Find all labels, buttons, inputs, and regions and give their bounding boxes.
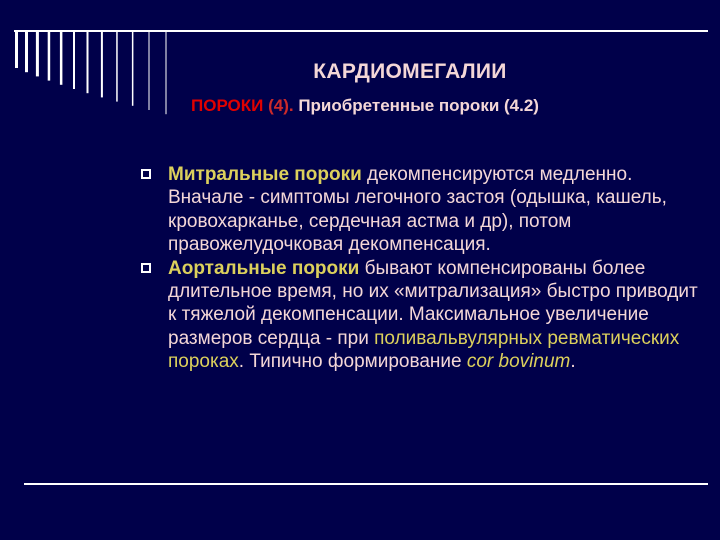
bullet-text: . Типично формирование (238, 351, 467, 373)
subtitle-part-1: ПОРОКИ (191, 96, 264, 115)
slide-title: КАРДИОМЕГАЛИИ (313, 60, 507, 83)
bullet-italic-term: cor bovinum (466, 351, 571, 373)
top-divider-line (14, 30, 708, 32)
bullet-list (141, 163, 701, 374)
bullet-text: . (570, 351, 576, 373)
bullet-text: бывают компенсированы более длительное время, но их «митрализация» быстро приводит к тяжелой декомпенсации. Максимальное увеличение размеров сердца - при (168, 257, 698, 349)
bullet-item-mitral (141, 163, 701, 257)
subtitle-part-2: (4). (263, 96, 294, 115)
bullet-highlight-secondary: поливальвулярных ревматических пороках (168, 327, 680, 373)
slide-subtitle (191, 96, 539, 116)
subtitle-part-3: Приобретенные пороки (4.2) (293, 96, 539, 115)
bottom-divider-line (24, 483, 708, 485)
square-bullet-icon (141, 263, 151, 273)
bullet-highlight: Митральные пороки (168, 164, 362, 185)
bullet-item-aortic (141, 257, 701, 374)
bullet-text: декомпенсируются медленно. Вначале - симптомы легочного застоя (одышка, кашель, кровохарканье, сердечная астма и др), потом правожелудочковая декомпенсация. (168, 164, 667, 256)
bullet-highlight: Аортальные пороки (168, 257, 360, 279)
square-bullet-icon (141, 169, 151, 179)
